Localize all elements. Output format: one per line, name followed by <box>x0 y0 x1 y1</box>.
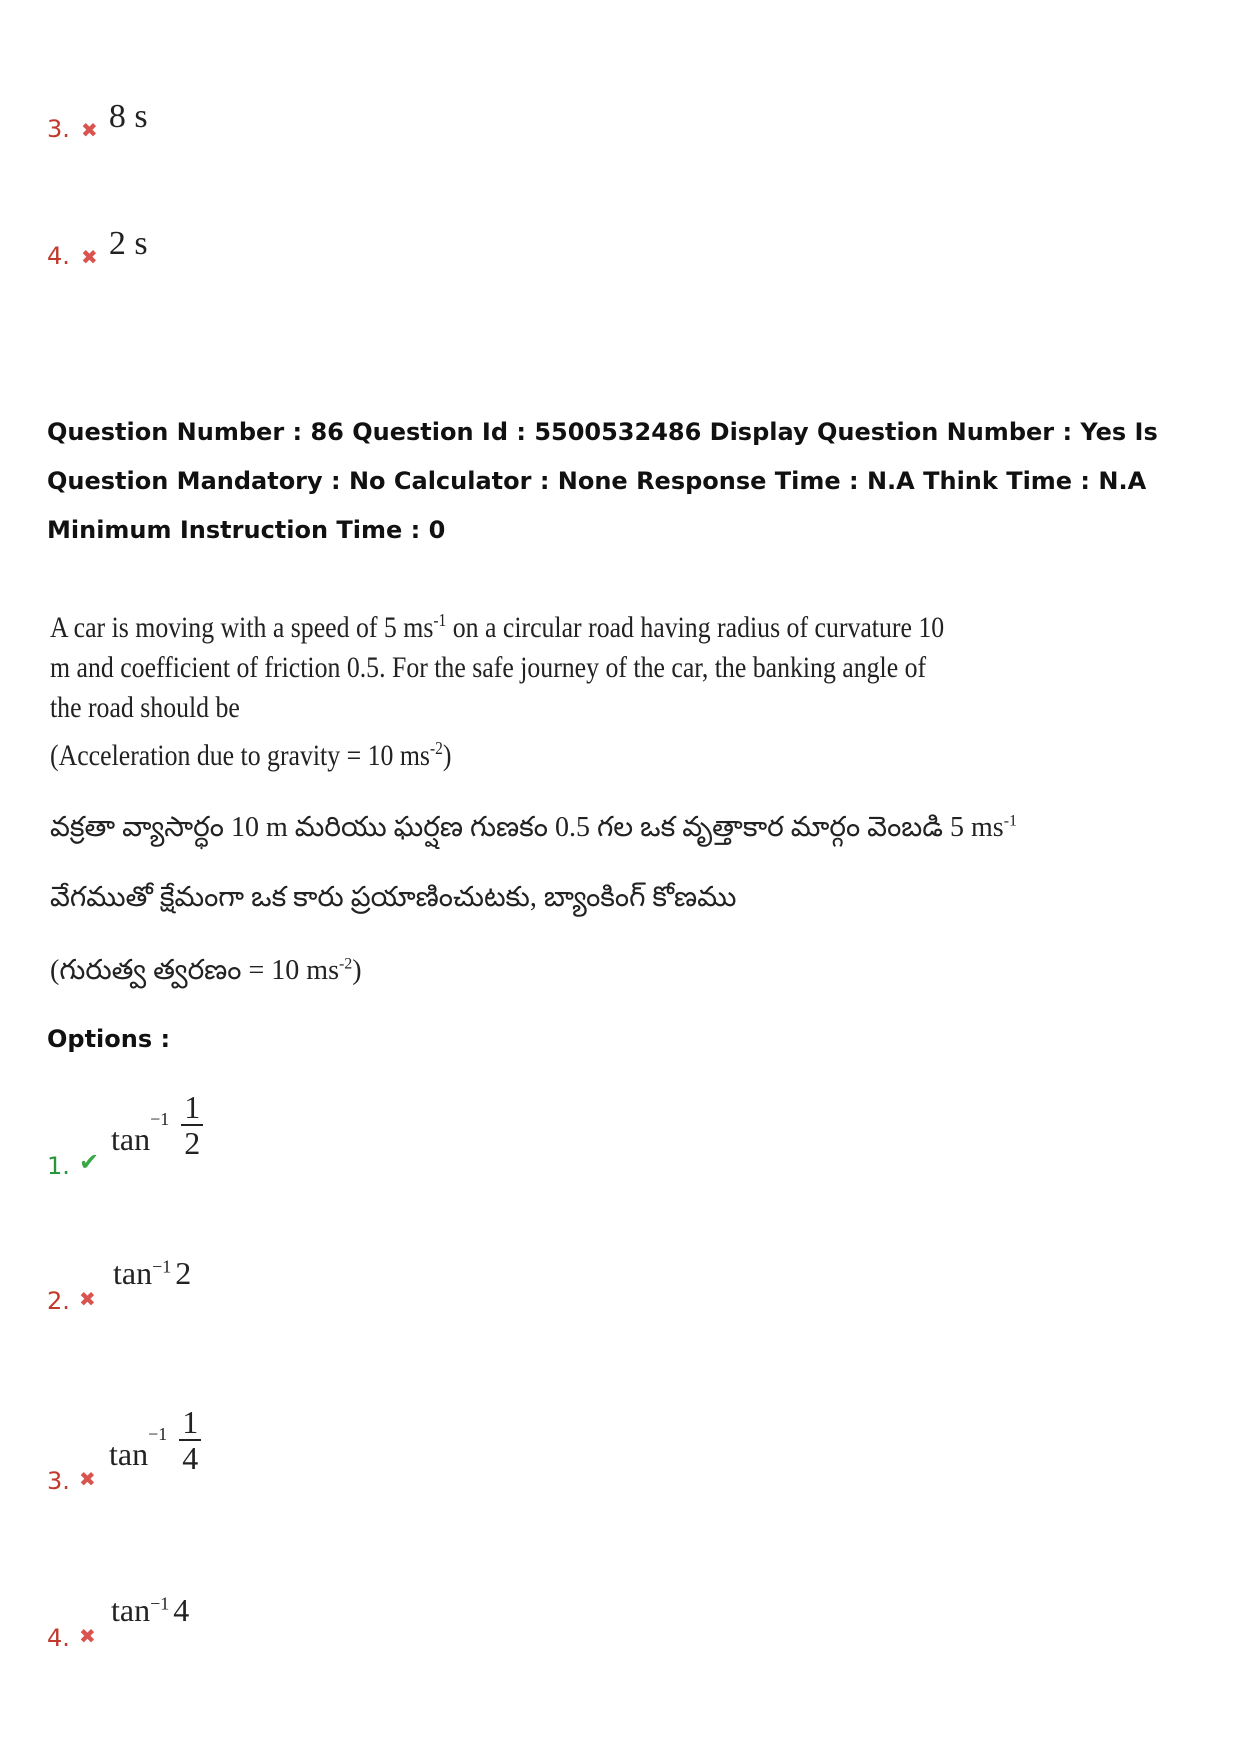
check-icon: ✔ <box>79 1148 100 1176</box>
superscript: −1 <box>152 1256 172 1277</box>
superscript: -1 <box>433 610 447 630</box>
gravity-note-te <box>50 955 362 993</box>
superscript: −1 <box>150 1593 170 1614</box>
option-expression <box>111 1592 189 1629</box>
question-text-part: on a circular road having radius of curvature 10 m and coefficient of friction 0.5. For the safe journey of the car, the banking angle of the road should be <box>50 611 945 724</box>
option-number: 3. <box>47 1467 70 1495</box>
question-text-part: A car is moving with a speed of 5 ms <box>50 611 434 644</box>
gravity-text: (Acceleration due to gravity = 10 ms <box>50 739 430 772</box>
option-expression <box>111 1090 203 1160</box>
prev-option-3 <box>47 98 148 146</box>
option-2 <box>47 1255 347 1325</box>
cross-icon: ✖ <box>79 1467 96 1491</box>
superscript: −1 <box>148 1423 168 1444</box>
numerator: 1 <box>181 1090 203 1126</box>
option-text: 2 s <box>108 225 148 262</box>
option-expression <box>109 1405 201 1475</box>
gravity-text: ) <box>442 739 452 772</box>
superscript: −1 <box>150 1108 170 1129</box>
denominator: 4 <box>182 1440 199 1476</box>
cross-icon: ✖ <box>79 1287 96 1311</box>
gravity-note-en <box>50 738 451 773</box>
denominator: 2 <box>184 1125 201 1161</box>
option-value: 2 <box>175 1255 192 1291</box>
question-text-en <box>50 600 944 728</box>
telugu-text: (గురుత్వ త్వరణం = 10 ms <box>50 955 339 986</box>
tan-text: tan <box>113 1255 153 1291</box>
tan-text: tan <box>111 1121 151 1158</box>
numerator: 1 <box>179 1405 201 1441</box>
cross-icon: ✖ <box>81 245 98 269</box>
question-text-te-line1 <box>50 812 1017 850</box>
question-meta: Question Number : 86 Question Id : 5500532486 Display Question Number : Yes Is Question Mandatory : No Calculator : None Response Time : N.A Think Time : N.A Minimum Instruction Time : 0 <box>47 418 1158 544</box>
option-number: 2. <box>47 1287 70 1315</box>
option-number: 1. <box>47 1152 70 1180</box>
option-4 <box>47 1592 347 1662</box>
option-expression <box>113 1255 191 1292</box>
option-3 <box>47 1405 347 1515</box>
option-1 <box>47 1090 347 1200</box>
superscript: -2 <box>429 738 443 758</box>
option-text: 8 s <box>108 98 148 135</box>
telugu-text: ) <box>352 955 362 986</box>
telugu-text: వక్రతా వ్యాసార్ధం 10 m మరియు ఘర్షణ గుణకం 0.5 గల ఒక వృత్తాకార మార్గం వెంబడి 5 ms <box>50 812 1004 843</box>
option-number: 4. <box>47 1624 70 1652</box>
tan-text: tan <box>109 1436 149 1473</box>
cross-icon: ✖ <box>81 118 98 142</box>
cross-icon: ✖ <box>79 1624 96 1648</box>
fraction <box>179 1405 201 1475</box>
tan-text: tan <box>111 1592 151 1628</box>
option-value: 4 <box>173 1592 190 1628</box>
options-label: Options : <box>47 1025 171 1053</box>
option-number: 3. <box>47 115 70 143</box>
fraction <box>181 1090 203 1160</box>
question-text-te-line2: వేగముతో క్షేమంగా ఒక కారు ప్రయాణించుటకు, బ్యాంకింగ్ కోణము <box>50 882 737 913</box>
prev-option-4 <box>47 225 148 273</box>
option-number: 4. <box>47 242 70 270</box>
superscript: -1 <box>1003 812 1018 830</box>
superscript: -2 <box>338 955 353 973</box>
